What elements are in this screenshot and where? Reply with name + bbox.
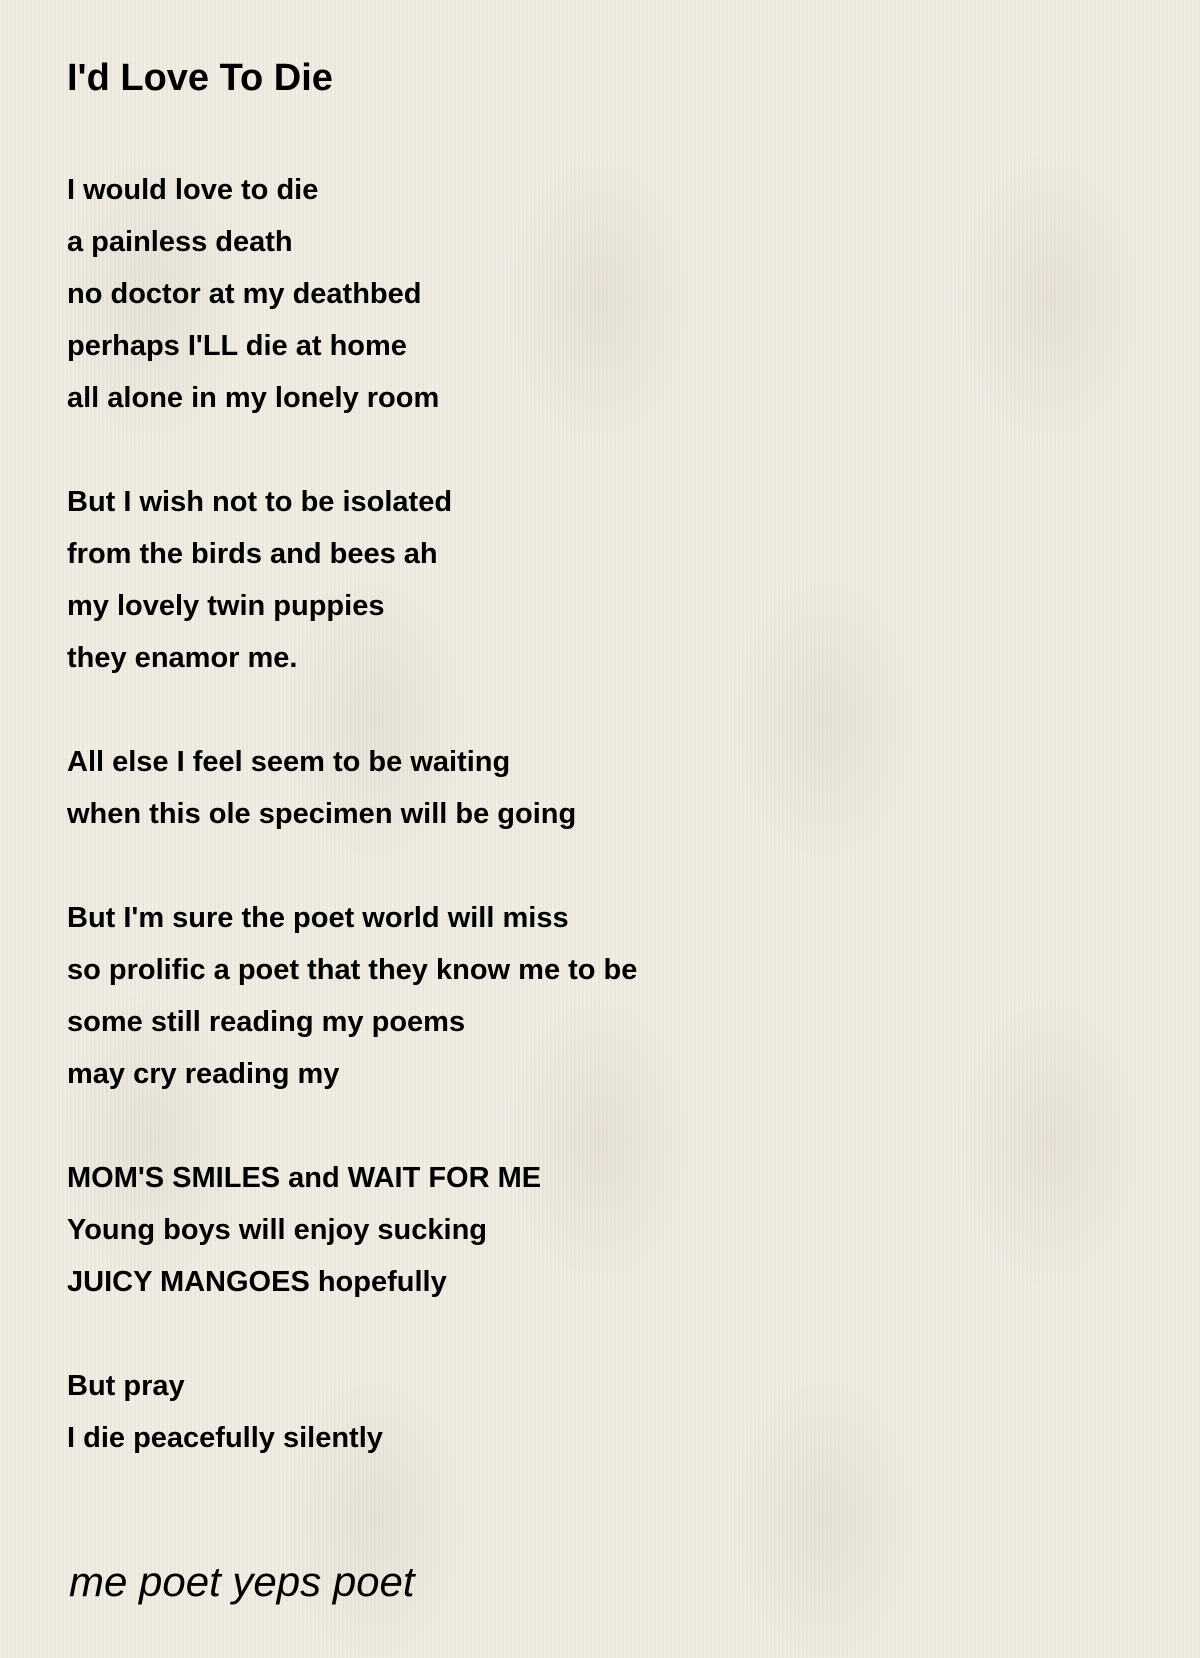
- poem-line: But pray: [67, 1370, 185, 1402]
- stanza-break: [67, 1308, 1127, 1360]
- poem-line: when this ole specimen will be going: [67, 798, 577, 830]
- poem-line: MOM'S SMILES and WAIT FOR ME: [67, 1162, 542, 1194]
- poem-body: [67, 164, 1127, 1464]
- stanza-break: [67, 684, 1127, 736]
- poem-line: But I wish not to be isolated: [67, 486, 453, 518]
- poem-title: I'd Love To Die: [67, 57, 333, 99]
- poem-line: all alone in my lonely room: [67, 382, 440, 414]
- stanza-break: [67, 424, 1127, 476]
- poem-line: no doctor at my deathbed: [67, 278, 422, 310]
- poem-line: so prolific a poet that they know me to be: [67, 954, 638, 986]
- poem-line: perhaps I'LL die at home: [67, 330, 407, 362]
- poem-card: [67, 44, 1127, 1464]
- poem-line: All else I feel seem to be waiting: [67, 746, 511, 778]
- poem-line: may cry reading my: [67, 1058, 340, 1090]
- stanza-break: [67, 1100, 1127, 1152]
- poem-line: they enamor me.: [67, 642, 298, 674]
- poem-line: I die peacefully silently: [67, 1422, 383, 1454]
- poem-line: JUICY MANGOES hopefully: [67, 1266, 447, 1298]
- poem-author: me poet yeps poet: [69, 1558, 415, 1605]
- poem-line: a painless death: [67, 226, 293, 258]
- poem-line: my lovely twin puppies: [67, 590, 385, 622]
- poem-line: some still reading my poems: [67, 1006, 466, 1038]
- poem-line: But I'm sure the poet world will miss: [67, 902, 569, 934]
- poem-line: I would love to die: [67, 174, 319, 206]
- stanza-break: [67, 840, 1127, 892]
- poem-line: Young boys will enjoy sucking: [67, 1214, 488, 1246]
- poem-line: from the birds and bees ah: [67, 538, 438, 570]
